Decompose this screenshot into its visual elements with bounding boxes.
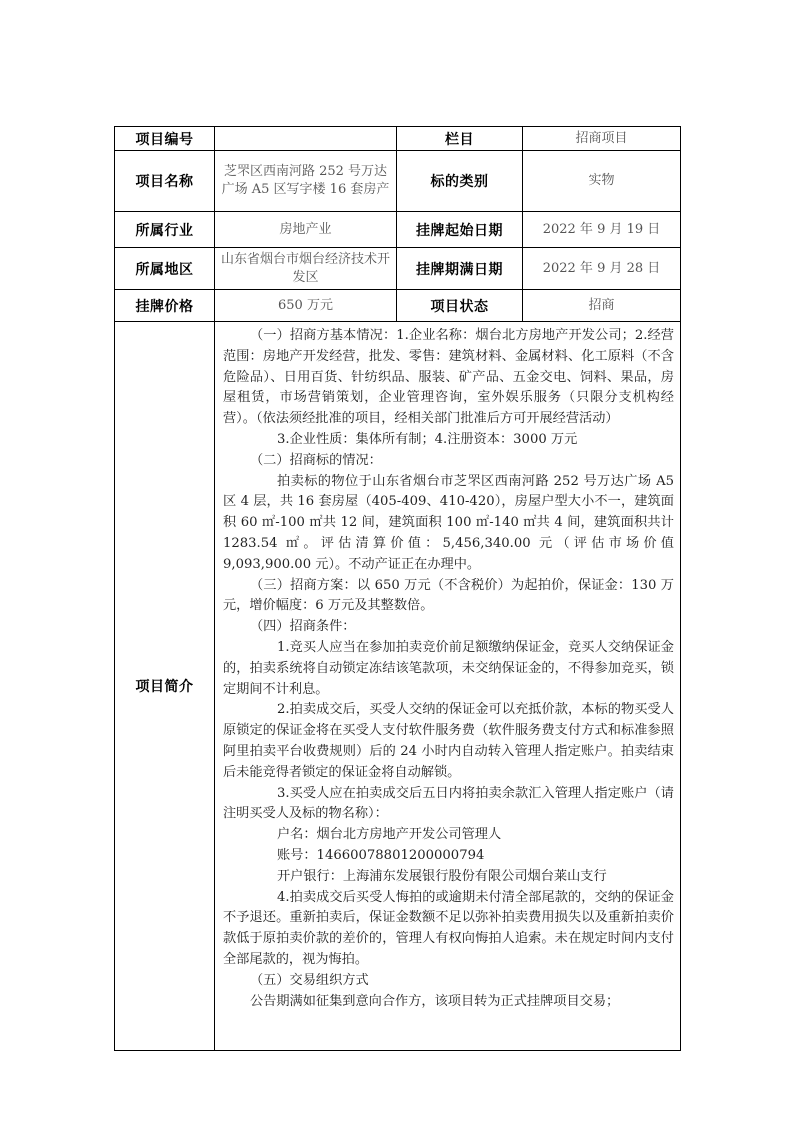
column-value: 招商项目 (523, 127, 681, 151)
intro-heading: （二）招商标的情况： (250, 452, 382, 468)
subject-category-value: 实物 (523, 151, 681, 212)
intro-paragraph: 3.企业性质：集体所有制；4.注册资本：3000 万元 (277, 431, 578, 447)
table-row (115, 290, 681, 322)
project-status-label: 项目状态 (397, 290, 523, 322)
region-value: 山东省烟台市烟台经济技术开发区 (215, 248, 397, 290)
table-row (115, 322, 681, 1051)
account-bank: 开户银行：上海浦东发展银行股份有限公司烟台莱山支行 (277, 868, 607, 884)
project-name-label: 项目名称 (115, 151, 215, 212)
listing-end-date-label: 挂牌期满日期 (397, 248, 523, 290)
table-row (115, 212, 681, 248)
listing-start-date-label: 挂牌起始日期 (397, 212, 523, 248)
project-status-value: 招商 (523, 290, 681, 322)
intro-paragraph: （一）招商方基本情况：1.企业名称：烟台北方房地产开发公司；2.经营范围：房地产开发经营，批发、零售：建筑材料、金属材料、化工原料（不含危险品）、日用百货、针纺织品、服装、矿产品、五金交电、饲料、果品，房屋租赁，市场营销策划，企业管理咨询，室外娱乐服务（只限分支机构经营）。（依法须经批准的项目，经相关部门批准后方可开展经营活动） (223, 328, 674, 427)
intro-paragraph: （三）招商方案：以 650 万元（不含税价）为起拍价，保证金：130 万元，增价幅度：6 万元及其整数倍。 (223, 577, 674, 614)
project-intro-content (215, 322, 681, 1051)
intro-paragraph: 3.买受人应在拍卖成交后五日内将拍卖余款汇入管理人指定账户（请注明买受人及标的物名称）： (223, 785, 674, 822)
intro-paragraph: 4.拍卖成交后买受人悔拍的或逾期未付清全部尾款的，交纳的保证金不予退还。重新拍卖后，保证金数额不足以弥补拍卖费用损失以及重新拍卖价款低于原拍卖价款的差价的，管理人有权向悔拍人追索。未在规定时间内支付全部尾款的，视为悔拍。 (223, 889, 674, 967)
intro-paragraph: 2.拍卖成交后，买受人交纳的保证金可以充抵价款，本标的物买受人原锁定的保证金将在买受人支付软件服务费（软件服务费支付方式和标准参照阿里拍卖平台收费规则）后的 24 小时内自动转入管理人指定账户。拍卖结束后未能竞得者锁定的保证金将自动解锁。 (223, 702, 674, 780)
industry-label: 所属行业 (115, 212, 215, 248)
project-info-sheet (114, 126, 680, 1051)
listing-end-date-value: 2022 年 9 月 28 日 (523, 248, 681, 290)
column-label: 栏目 (397, 127, 523, 151)
account-name: 户名：烟台北方房地产开发公司管理人 (277, 827, 502, 843)
project-number-label: 项目编号 (115, 127, 215, 151)
table-row (115, 248, 681, 290)
intro-heading: （五）交易组织方式 (250, 972, 369, 988)
listing-price-value: 650 万元 (215, 290, 397, 322)
subject-category-label: 标的类别 (397, 151, 523, 212)
industry-value: 房地产业 (215, 212, 397, 248)
intro-paragraph: 1.竞买人应当在参加拍卖竞价前足额缴纳保证金，竞买人交纳保证金的，拍卖系统将自动锁定冻结该笔款项，未交纳保证金的，不得参加竞买，锁定期间不计利息。 (223, 639, 674, 697)
account-number: 账号：14660078801200000794 (277, 847, 485, 863)
intro-paragraph: 公告期满如征集到意向合作方，该项目转为正式挂牌项目交易； (250, 993, 620, 1009)
intro-paragraph: 拍卖标的物位于山东省烟台市芝罘区西南河路 252 号万达广场 A5 区 4 层，共 16 套房屋（405-409、410-420），房屋户型大小不一，建筑面积 60 ㎡-100 ㎡共 12 间，建筑面积 100 ㎡-140 ㎡共 4 间，建筑面积共计 1283.54 ㎡。评估清算价值：5,456,340.00 元（评估市场价值 9,093,900.00 元）。不动产证正在办理中。 (223, 473, 674, 572)
table-row (115, 127, 681, 151)
region-label: 所属地区 (115, 248, 215, 290)
table-row (115, 151, 681, 212)
listing-start-date-value: 2022 年 9 月 19 日 (523, 212, 681, 248)
project-info-table (114, 126, 681, 1051)
project-intro-label: 项目简介 (115, 322, 215, 1051)
project-name-value: 芝罘区西南河路 252 号万达广场 A5 区写字楼 16 套房产 (215, 151, 397, 212)
intro-heading: （四）招商条件： (250, 619, 356, 635)
project-number-value (215, 127, 397, 151)
listing-price-label: 挂牌价格 (115, 290, 215, 322)
